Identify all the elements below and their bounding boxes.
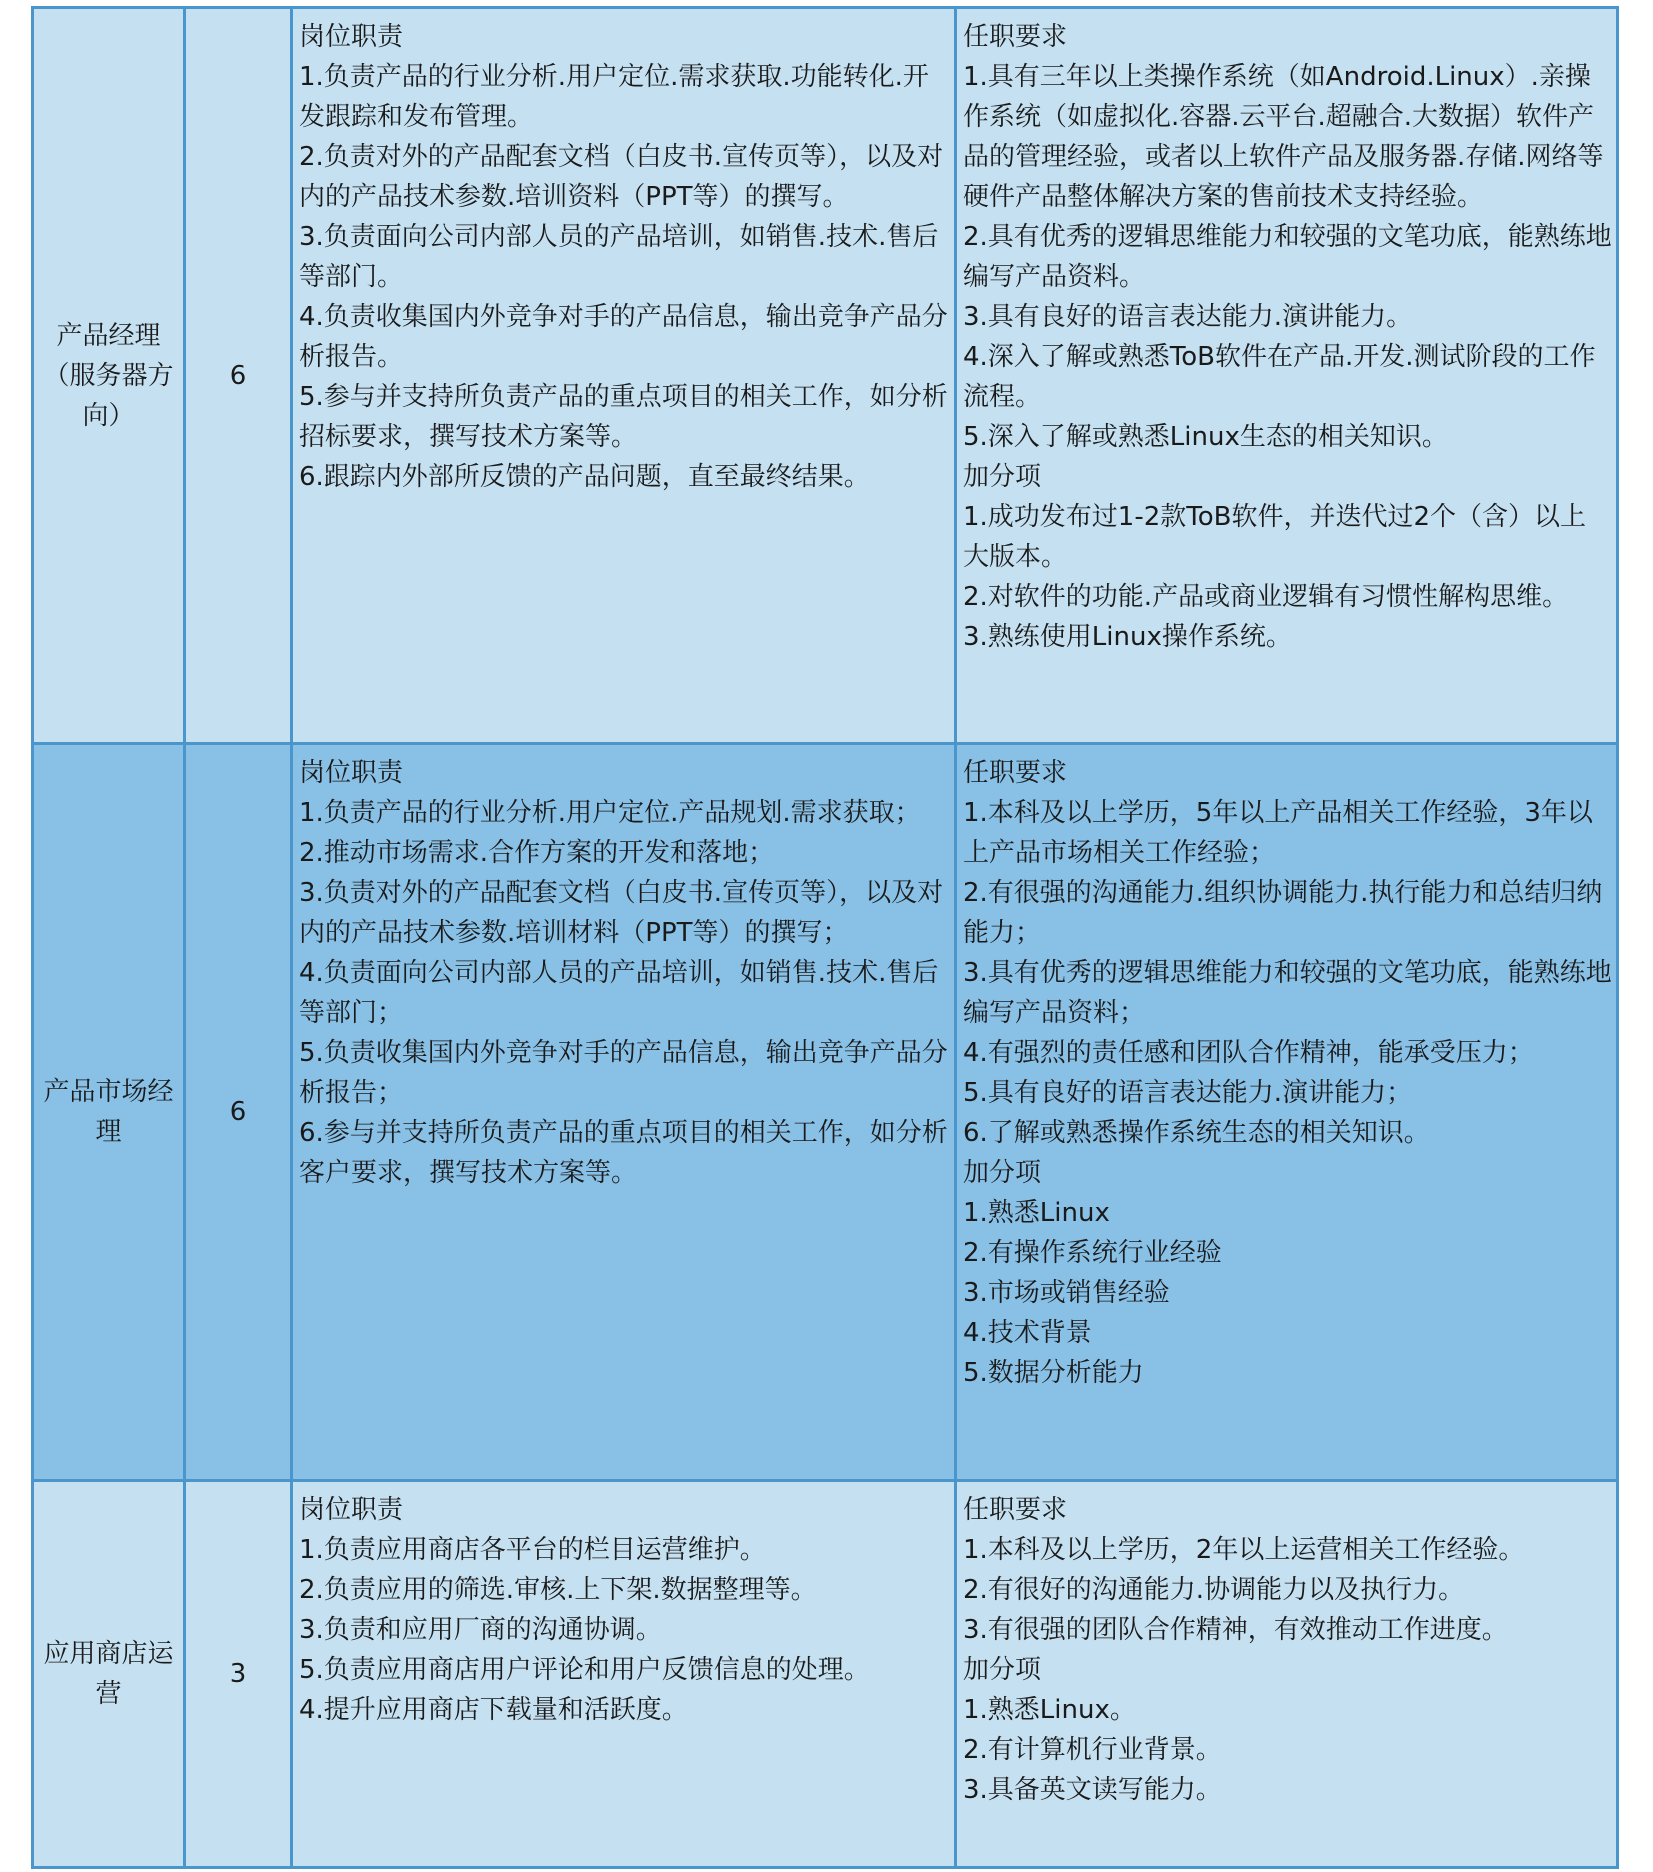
- duty-item: 5.参与并支持所负责产品的重点项目的相关工作，如分析招标要求，撰写技术方案等。: [299, 382, 948, 452]
- requirements-heading: 任职要求: [963, 22, 1068, 52]
- bonus-item: 1.熟悉Linux。: [963, 1695, 1136, 1725]
- table-row: [33, 744, 1618, 1481]
- duty-item: 4.负责收集国内外竞争对手的产品信息，输出竞争产品分析报告。: [299, 302, 948, 372]
- requirement-item: 4.深入了解或熟悉ToB软件在产品.开发.测试阶段的工作流程。: [963, 342, 1596, 412]
- bonus-item: 4.技术背景: [963, 1318, 1092, 1348]
- requirement-item: 1.本科及以上学历，2年以上运营相关工作经验。: [963, 1535, 1525, 1565]
- duty-item: 5.负责应用商店用户评论和用户反馈信息的处理。: [299, 1655, 870, 1685]
- bonus-item: 1.熟悉Linux: [963, 1198, 1110, 1228]
- requirement-item: 2.有很好的沟通能力.协调能力以及执行力。: [963, 1575, 1465, 1605]
- duty-item: 6.跟踪内外部所反馈的产品问题，直至最终结果。: [299, 462, 870, 492]
- job-table: [31, 6, 1619, 1869]
- duty-item: 2.推动市场需求.合作方案的开发和落地；: [299, 838, 775, 868]
- duty-item: 2.负责应用的筛选.审核.上下架.数据整理等。: [299, 1575, 817, 1605]
- requirement-item: 5.深入了解或熟悉Linux生态的相关知识。: [963, 422, 1448, 452]
- requirement-item: 6.了解或熟悉操作系统生态的相关知识。: [963, 1118, 1430, 1148]
- requirements-cell: [956, 744, 1618, 1481]
- duty-item: 2.负责对外的产品配套文档（白皮书.宣传页等），以及对内的产品技术参数.培训资料（PPT等）的撰写。: [299, 142, 944, 212]
- requirement-item: 1.具有三年以上类操作系统（如Android.Linux）.亲操作系统（如虚拟化.容器.云平台.超融合.大数据）软件产品的管理经验，或者以上软件产品及服务器.存储.网络等硬件产品整体解决方案的售前技术支持经验。: [963, 62, 1604, 212]
- requirement-item: 2.有很强的沟通能力.组织协调能力.执行能力和总结归纳能力；: [963, 878, 1603, 948]
- bonus-item: 3.市场或销售经验: [963, 1278, 1170, 1308]
- requirements-heading: 任职要求: [963, 1495, 1068, 1525]
- bonus-heading: 加分项: [963, 1655, 1042, 1685]
- duties-heading: 岗位职责: [299, 758, 404, 788]
- duty-item: 3.负责和应用厂商的沟通协调。: [299, 1615, 662, 1645]
- duty-item: 4.负责面向公司内部人员的产品培训，如销售.技术.售后等部门；: [299, 958, 939, 1028]
- headcount-cell: [185, 1481, 292, 1868]
- duty-item: 4.提升应用商店下载量和活跃度。: [299, 1695, 688, 1725]
- requirements-cell: [956, 8, 1618, 744]
- bonus-item: 2.有操作系统行业经验: [963, 1238, 1222, 1268]
- requirement-item: 5.具有良好的语言表达能力.演讲能力；: [963, 1078, 1413, 1108]
- requirement-item: 1.本科及以上学历，5年以上产品相关工作经验，3年以上产品市场相关工作经验；: [963, 798, 1593, 868]
- duties-cell: [292, 8, 956, 744]
- bonus-heading: 加分项: [963, 462, 1042, 492]
- bonus-heading: 加分项: [963, 1158, 1042, 1188]
- bonus-item: 2.有计算机行业背景。: [963, 1735, 1222, 1765]
- job-title: 应用商店运营: [43, 1639, 174, 1709]
- headcount: 3: [229, 1659, 247, 1689]
- table-row: [33, 8, 1618, 744]
- duties-heading: 岗位职责: [299, 1495, 404, 1525]
- duty-item: 5.负责收集国内外竞争对手的产品信息，输出竞争产品分析报告；: [299, 1038, 948, 1108]
- requirement-item: 2.具有优秀的逻辑思维能力和较强的文笔功底，能熟练地编写产品资料。: [963, 222, 1612, 292]
- duty-item: 3.负责面向公司内部人员的产品培训，如销售.技术.售后等部门。: [299, 222, 939, 292]
- headcount-cell: [185, 744, 292, 1481]
- duty-item: 6.参与并支持所负责产品的重点项目的相关工作，如分析客户要求，撰写技术方案等。: [299, 1118, 948, 1188]
- duties-cell: [292, 744, 956, 1481]
- requirements-heading: 任职要求: [963, 758, 1068, 788]
- headcount-cell: [185, 8, 292, 744]
- job-title-cell: [33, 1481, 185, 1868]
- requirement-item: 3.具有良好的语言表达能力.演讲能力。: [963, 302, 1413, 332]
- bonus-item: 3.具备英文读写能力。: [963, 1775, 1222, 1805]
- bonus-item: 1.成功发布过1-2款ToB软件，并迭代过2个（含）以上大版本。: [963, 502, 1587, 572]
- duty-item: 1.负责产品的行业分析.用户定位.产品规划.需求获取；: [299, 798, 921, 828]
- duty-item: 3.负责对外的产品配套文档（白皮书.宣传页等），以及对内的产品技术参数.培训材料（PPT等）的撰写；: [299, 878, 944, 948]
- job-title: 产品市场经理: [43, 1077, 174, 1147]
- requirement-item: 4.有强烈的责任感和团队合作精神，能承受压力；: [963, 1038, 1534, 1068]
- duties-cell: [292, 1481, 956, 1868]
- duty-item: 1.负责产品的行业分析.用户定位.需求获取.功能转化.开发跟踪和发布管理。: [299, 62, 929, 132]
- requirement-item: 3.具有优秀的逻辑思维能力和较强的文笔功底，能熟练地编写产品资料；: [963, 958, 1612, 1028]
- headcount: 6: [229, 360, 247, 391]
- bonus-item: 3.熟练使用Linux操作系统。: [963, 622, 1292, 652]
- duty-item: 1.负责应用商店各平台的栏目运营维护。: [299, 1535, 766, 1565]
- requirements-cell: [956, 1481, 1618, 1868]
- job-title: 产品经理（服务器方向）: [43, 320, 174, 431]
- job-title-cell: [33, 744, 185, 1481]
- bonus-item: 5.数据分析能力: [963, 1358, 1144, 1388]
- table-row: [33, 1481, 1618, 1868]
- requirement-item: 3.有很强的团队合作精神，有效推动工作进度。: [963, 1615, 1508, 1645]
- headcount: 6: [229, 1097, 247, 1127]
- duties-heading: 岗位职责: [299, 22, 404, 52]
- bonus-item: 2.对软件的功能.产品或商业逻辑有习惯性解构思维。: [963, 582, 1569, 612]
- job-title-cell: [33, 8, 185, 744]
